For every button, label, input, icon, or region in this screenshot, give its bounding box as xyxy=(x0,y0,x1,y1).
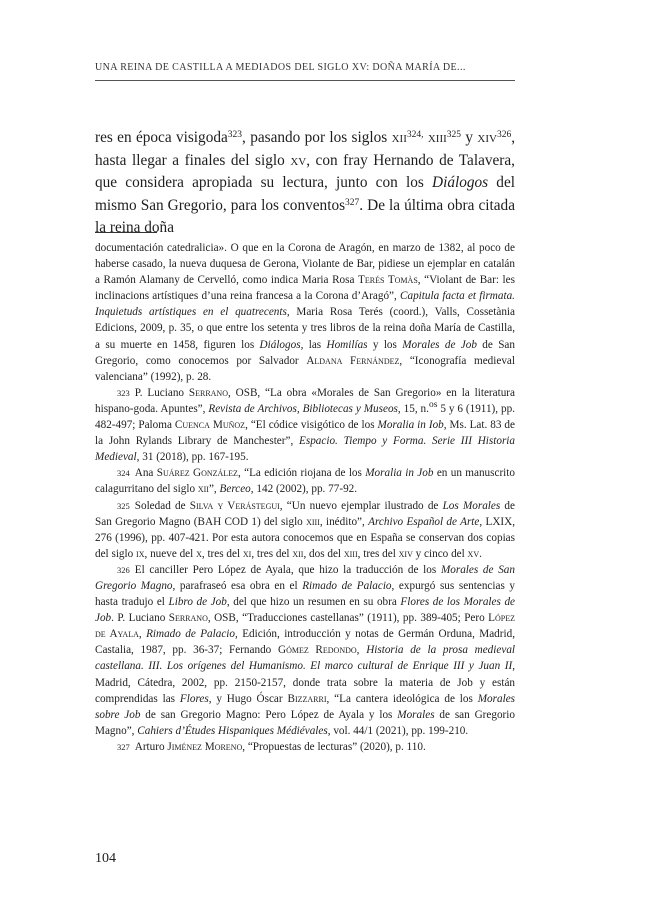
author-name: Gómez Redondo xyxy=(277,644,357,657)
text-run: , vol. 44/1 (2021), pp. 199-210. xyxy=(327,724,469,737)
footnote-ref-324[interactable]: 324, xyxy=(406,130,424,140)
italic-title: Morales de San Gregorio Magno xyxy=(95,563,515,592)
text-run: Ana xyxy=(134,467,157,480)
footnotes xyxy=(95,240,515,755)
text-run: . xyxy=(479,547,482,560)
text-run: , LXIX, 276 (1996), pp. 407-421. Por esta autora conocemos que en España se conservan dos copias del siglo xyxy=(95,515,516,560)
italic-title: Flores xyxy=(179,692,209,705)
text-run: , OSB, “La obra «Morales de San Gregorio» en la literatura hispano-goda. Apuntes”, xyxy=(95,386,515,415)
footnote-number: 324 xyxy=(117,468,130,479)
text-run: , y Hugo Óscar xyxy=(208,692,288,705)
italic-title: Homilías xyxy=(326,338,368,351)
text-run: , Madrid, Cátedra, 2002, pp. 2150-2157, donde trata sobre la materia de Job y están comprendidas las xyxy=(95,660,515,705)
text-run: , hasta llegar a finales del siglo xyxy=(95,129,516,169)
text-run: 5 y 6 (1911), pp. 482-497; Paloma xyxy=(95,402,515,432)
italic-title: Cahiers d’Études Hispaniques Médiévales xyxy=(137,724,328,737)
footnote-ref-327[interactable]: 327 xyxy=(345,197,360,208)
italic-title: Rimado de Palacio xyxy=(302,579,392,592)
text-run: , tres del xyxy=(251,547,293,560)
italic-title: Flores de los Morales de Job xyxy=(95,596,516,625)
text-run: de San Gregorio, como conocemos por Salvador xyxy=(95,338,515,367)
italic-title: Berceo xyxy=(219,483,251,496)
text-run: , Edición, introducción y notas de Germán Orduna, Madrid, Castalia, 1987, pp. 36-37; Fernando xyxy=(95,628,515,657)
author-name: Bizzarri xyxy=(287,692,327,705)
text-run: . De la última obra citada la reina doña xyxy=(95,196,515,236)
text-run: en un manuscrito calagurritano del siglo xyxy=(95,467,515,496)
page-number: 104 xyxy=(95,851,116,866)
text-run: , nueve del xyxy=(144,547,197,560)
text-run: El canciller Pero López de Ayala, que hizo la traducción de los xyxy=(134,563,441,576)
text-run: ”, xyxy=(208,483,220,496)
text-run: , las xyxy=(300,338,327,351)
century-numeral: xiii xyxy=(306,515,320,528)
author-name: Silva y Verástegui xyxy=(189,499,280,512)
text-run: de San Gregorio Magno (BAH COD 1) del siglo xyxy=(95,499,515,528)
text-run: , Maria Rosa Terés (coord.), Valls, Cossetània Edicions, 2009, p. 35, o que entre los setenta y tres libros de la reina doña María de Castilla, a su muerte en 1458, figuren los xyxy=(95,306,516,351)
text-run: y xyxy=(461,129,478,146)
century-numeral: ix xyxy=(136,547,145,560)
text-run: , OSB, “Traducciones castellanas” (1911), pp. 389-405; Pero xyxy=(207,612,489,625)
footnote-326 xyxy=(95,562,515,739)
running-header: UNA REINA DE CASTILLA A MEDIADOS DEL SIGLO XV: DOÑA MARÍA DE... xyxy=(95,62,466,73)
author-name: Terés Tomàs xyxy=(358,274,418,287)
text-run: , “Iconografía medieval valenciana” (1992), p. 28. xyxy=(95,354,516,383)
footnote-separator xyxy=(95,232,157,233)
italic-title: Moralia in Job xyxy=(365,467,434,480)
superscript: os xyxy=(428,399,438,410)
footnote-number: 326 xyxy=(117,564,130,575)
author-name: Aldana Fernández xyxy=(306,354,400,367)
footnote-number: 323 xyxy=(117,387,130,398)
footnote-327 xyxy=(95,739,515,755)
text-run: , dos del xyxy=(303,547,344,560)
century-numeral: xii xyxy=(292,547,304,560)
text-run: , “La cantera ideológica de los xyxy=(326,692,478,705)
text-run: , “Violant de Bar: les inclinacions artístiques d’una reina francesa a la Corona d’Aragó”, xyxy=(95,274,515,303)
text-run: , Ms. Lat. 83 de la John Rylands Library de Manchester”, xyxy=(95,419,515,448)
text-run: del mismo San Gregorio, para los conventos xyxy=(95,174,515,214)
text-run: . P. Luciano xyxy=(111,612,169,625)
italic-title: Diálogos xyxy=(259,338,301,351)
century-numeral: xiv xyxy=(477,129,497,146)
century-numeral: xv xyxy=(290,151,307,169)
text-run: P. Luciano xyxy=(134,386,189,399)
footnote-325 xyxy=(95,498,515,562)
footnote-ref-326[interactable]: 326 xyxy=(496,130,512,140)
author-name: Serrano xyxy=(168,612,208,625)
century-numeral: xii xyxy=(391,129,407,146)
century-numeral: xii xyxy=(197,483,209,496)
text-run: , inédito”, xyxy=(319,515,369,528)
text-run: Soledad de xyxy=(134,499,190,512)
italic-title: Diálogos xyxy=(432,174,489,191)
italic-title: Los Morales xyxy=(442,499,501,512)
text-run: y cinco del xyxy=(412,547,468,560)
text-run: , “Un nuevo ejemplar ilustrado de xyxy=(279,499,443,512)
italic-title: Libro de Job xyxy=(168,596,227,609)
footnote-continuation xyxy=(95,240,515,385)
author-name: Suárez González xyxy=(156,467,238,480)
author-name: López de Ayala xyxy=(95,612,515,641)
text-run: de san Gregorio Magno: Pero López de Ayala y los xyxy=(140,708,398,721)
author-name: Serrano xyxy=(188,386,228,399)
century-numeral: xiii xyxy=(427,129,447,146)
author-name: Jiménez Moreno xyxy=(167,740,243,753)
italic-title: Historia de la prosa medieval castellana. III. Los orígenes del Humanismo. El marco cultural de Enrique III y Juan II xyxy=(95,644,516,673)
footnote-324 xyxy=(95,465,515,497)
footnote-ref-323[interactable]: 323 xyxy=(227,130,243,140)
text-run: y los xyxy=(367,338,403,351)
text-run: , pasando por los siglos xyxy=(242,129,392,146)
main-paragraph xyxy=(95,127,515,240)
text-run: Arturo xyxy=(134,740,168,753)
text-run: , con fray Hernando de Talavera, que considera apropiada su lectura, junto con los xyxy=(95,151,516,191)
text-run: , “El códice visigótico de los xyxy=(245,419,378,432)
footnote-ref-325[interactable]: 325 xyxy=(446,130,462,140)
text-run: , expurgó sus sentencias y hasta tradujo el xyxy=(95,579,515,609)
main-text xyxy=(95,127,515,240)
text-run: , 31 (2018), pp. 167-195. xyxy=(136,451,249,464)
text-run: , 142 (2002), pp. 77-92. xyxy=(250,483,358,496)
italic-title: Morales xyxy=(397,708,435,721)
italic-title: Archivo Español de Arte xyxy=(368,515,480,528)
text-run: , tres del xyxy=(201,547,243,560)
footnote-number: 325 xyxy=(117,500,130,511)
text-run: de san Gregorio Magno”, xyxy=(95,708,515,737)
text-run: , del que hizo un resumen en su obra xyxy=(226,596,401,609)
century-numeral: xiii xyxy=(343,547,358,560)
text-run: , xyxy=(356,644,367,657)
header-rule xyxy=(95,80,515,81)
italic-title: Capitula facta et firmata. Inquietuds artístiques en el quatrecents xyxy=(95,290,515,319)
century-numeral: xi xyxy=(242,547,252,560)
footnote-number: 327 xyxy=(117,741,130,752)
italic-title: Espacio. Tiempo y Forma. Serie III Historia Medieval xyxy=(95,435,516,464)
text-run: , xyxy=(138,628,147,641)
text-run: , “La edición riojana de los xyxy=(237,467,366,480)
century-numeral: x xyxy=(196,547,202,560)
text-run: , tres del xyxy=(357,547,399,560)
text-run: , 15, n. xyxy=(397,402,429,415)
italic-title: Moralia in Iob xyxy=(377,419,444,432)
century-numeral: xiv xyxy=(398,547,413,560)
text-run: res en época visigoda xyxy=(95,129,228,146)
author-name: Cuenca Muñoz xyxy=(174,419,246,432)
italic-title: Rimado de Palacio xyxy=(146,628,236,641)
text-run: documentación catedralicia». O que en la Corona de Aragón, en marzo de 1382, al poco de haberse casado, la nueva duquesa de Gerona, Violante de Bar, pidiese un ejemplar en catalán a Ramón Alamany de Cervelló, como indica Maria Rosa xyxy=(95,242,515,287)
footnote-323 xyxy=(95,385,515,465)
italic-title: Revista de Archivos, Bibliotecas y Museos xyxy=(208,402,398,415)
italic-title: Morales sobre Job xyxy=(95,692,516,721)
text-run: , “Propuestas de lecturas” (2020), p. 110. xyxy=(242,740,426,753)
century-numeral: xv xyxy=(467,547,480,560)
text-run: , parafraseó esa obra en el xyxy=(172,579,303,592)
italic-title: Morales de Job xyxy=(402,338,477,351)
